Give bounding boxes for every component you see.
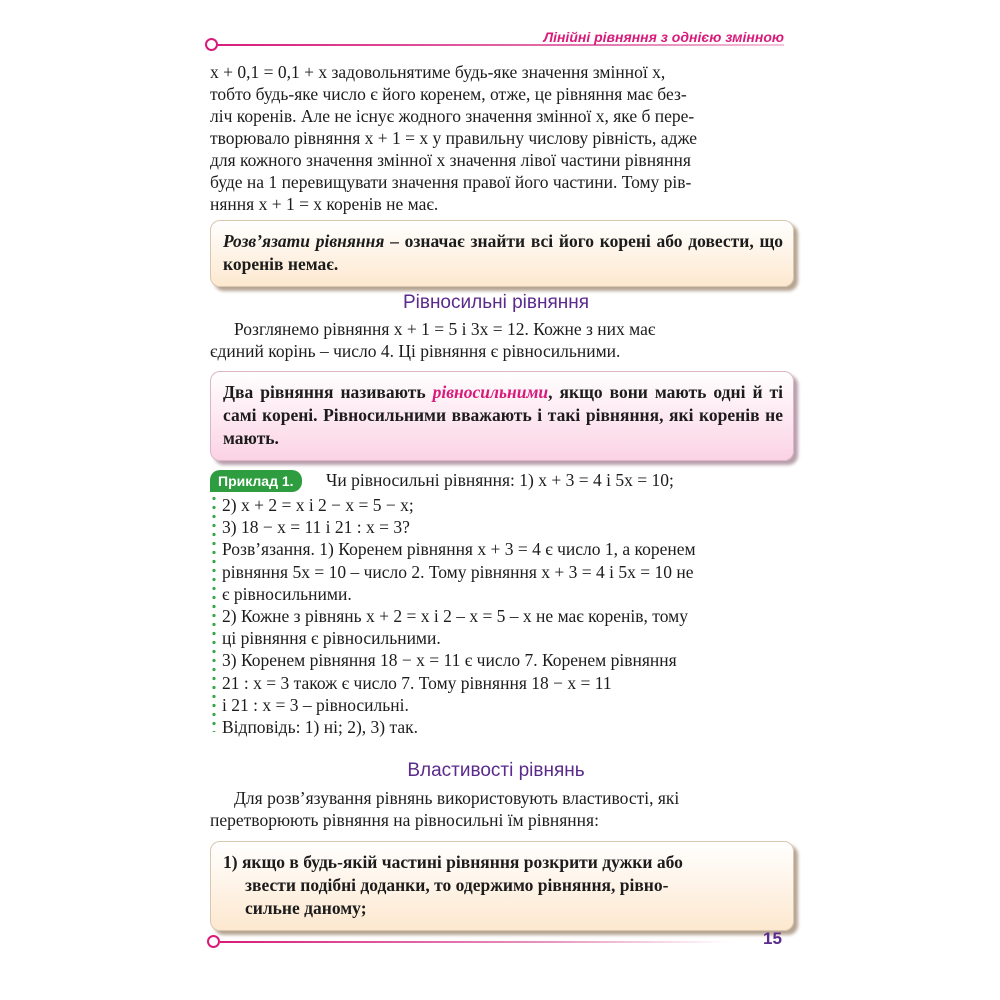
property-1-box <box>210 841 794 931</box>
property-line: сильне даному; <box>245 898 367 918</box>
definition-solve-box <box>210 220 794 287</box>
example-line: 2) x + 2 = x і 2 − x = 5 − x; <box>222 495 414 515</box>
property-line: 1) якщо в будь-якій частині рівняння розкрити дужки або <box>223 852 683 872</box>
example-line: 21 : x = 3 також є число 7. Тому рівняння 18 − x = 11 <box>222 672 612 693</box>
example-answer: Відповідь: 1) ні; 2), 3) так. <box>222 717 419 738</box>
definition-term-equivalent: рівносильними <box>432 382 549 402</box>
paragraph-line: Для розв’язування рівнянь використовують властивості, які <box>234 788 680 808</box>
property-line: звести подібні доданки, то одержимо рівняння, рівно- <box>245 875 669 895</box>
intro-line: ліч коренів. Але не існує жодного значення змінної x, яке б пере- <box>210 106 695 126</box>
definition-text: – означає знайти всі його корені або довести, що коренів немає. <box>223 231 783 274</box>
example-body <box>222 494 782 738</box>
intro-line: творювало рівняння x + 1 = x у правильну числову рівність, адже <box>210 128 698 148</box>
definition-text-after: , якщо вони мають одні й ті самі корені. Рівносильними вважають і такі рівняння, які коренів не мають. <box>223 382 783 448</box>
example-line: 3) Коренем рівняння 18 − x = 11 є число 7. Коренем рівняння <box>222 650 677 671</box>
paragraph-line: єдиний корінь – число 4. Ці рівняння є рівносильними. <box>210 341 621 361</box>
example-badge: Приклад 1. <box>210 470 302 492</box>
example-line: ці рівняння є рівносильними. <box>222 628 441 649</box>
intro-line: тобто будь-яке число є його коренем, отже, це рівняння має без- <box>210 84 687 104</box>
intro-line: буде на 1 перевищувати значення правої його частини. Тому рів- <box>210 172 692 192</box>
footer-circle-icon <box>207 935 220 948</box>
header-circle-icon <box>205 38 218 51</box>
intro-line: x + 0,1 = 0,1 + x задовольнятиме будь-яке значення змінної x, <box>210 62 666 82</box>
example-first-line: Чи рівносильні рівняння: 1) x + 3 = 4 і 5x = 10; <box>326 470 674 490</box>
section-heading-properties: Властивості рівнянь <box>407 760 585 781</box>
paragraph-line: перетворюють рівняння на рівносильні їм рівняння: <box>210 810 599 830</box>
intro-paragraph <box>210 61 782 215</box>
example-line: і 21 : x = 3 – рівносильні. <box>222 694 409 715</box>
example-line: є рівносильними. <box>222 583 352 604</box>
page-number: 15 <box>763 929 782 948</box>
paragraph-line: Розглянемо рівняння x + 1 = 5 і 3x = 12. Кожне з них має <box>234 319 656 339</box>
intro-line: для кожного значення змінної x значення лівої частини рівняння <box>210 150 691 170</box>
example-line: рівняння 5x = 10 – число 2. Тому рівняння x + 3 = 4 і 5x = 10 не <box>222 561 694 582</box>
definition-text-before: Два рівняння називають <box>223 382 433 402</box>
definition-term: Розв’язати рівняння <box>223 231 385 251</box>
section-heading-equivalent: Рівносильні рівняння <box>402 292 590 313</box>
equivalent-paragraph <box>210 318 782 362</box>
example-dotted-rule <box>212 494 216 732</box>
definition-equivalent-box <box>210 371 794 461</box>
example-line: Розв’язання. 1) Коренем рівняння x + 3 = 4 є число 1, а коренем <box>222 539 696 560</box>
example-line: 2) Кожне з рівнянь x + 2 = x і 2 – x = 5 – x не має коренів, тому <box>222 606 688 627</box>
running-header-title: Лінійні рівняння з однією змінною <box>543 29 784 45</box>
footer-rule <box>220 941 730 943</box>
properties-paragraph <box>210 787 782 831</box>
intro-line: няння x + 1 = x коренів не має. <box>210 194 439 214</box>
example-line: 3) 18 − x = 11 і 21 : x = 3? <box>222 517 410 538</box>
